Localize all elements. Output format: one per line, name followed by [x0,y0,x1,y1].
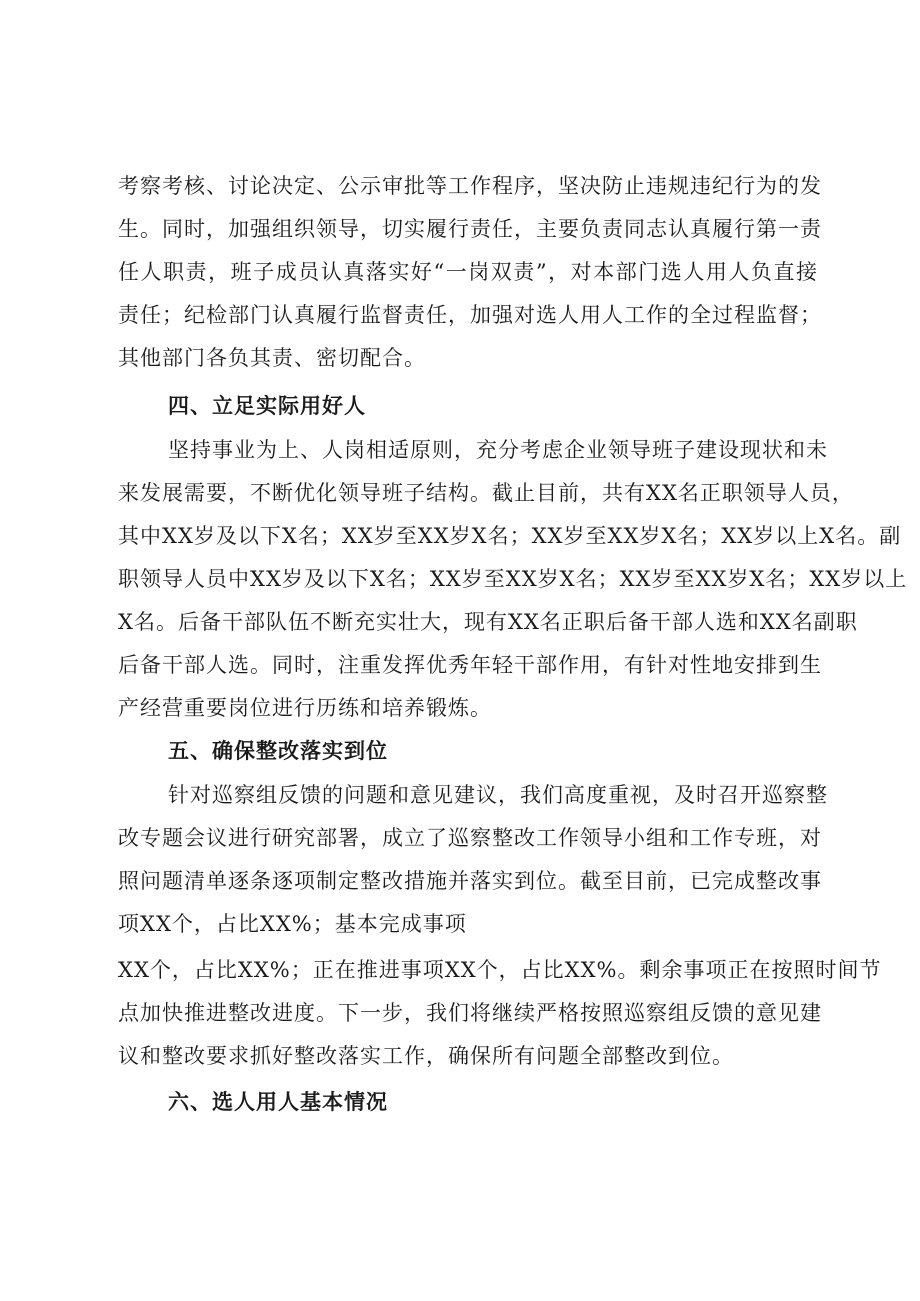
paragraph-line: 生。同时，加强组织领导，切实履行责任，主要负责同志认真履行第一责 [118,217,822,241]
section-heading: 五、确保整改落实到位 [168,739,388,763]
paragraph-line: 针对巡察组反馈的问题和意见建议，我们高度重视，及时召开巡察整 [168,783,828,807]
paragraph-line: 任人职责，班子成员认真落实好“一岗双责”，对本部门选人用人负直接 [118,260,818,284]
paragraph-line: XX个，占比XX%；正在推进事项XX个，占比XX%。剩余事项正在按照时间节 [118,958,882,982]
paragraph-line: 其他部门各负其责、密切配合。 [118,346,426,370]
paragraph-line: 项XX个，占比XX%；基本完成事项 [118,912,467,936]
paragraph-line: X名。后备干部队伍不断充实壮大，现有XX名正职后备干部人选和XX名副职 [118,610,858,634]
section-heading: 六、选人用人基本情况 [168,1090,388,1114]
paragraph-line: 点加快推进整改进度。下一步，我们将继续严格按照巡察组反馈的意见建 [118,1001,822,1025]
paragraph-line: 产经营重要岗位进行历练和培养锻炼。 [118,696,492,720]
paragraph-line: 议和整改要求抓好整改落实工作，确保所有问题全部整改到位。 [118,1044,734,1068]
paragraph-line: 责任；纪检部门认真履行监督责任，加强对选人用人工作的全过程监督； [118,303,822,327]
paragraph-line: 后备干部人选。同时，注重发挥优秀年轻干部作用，有针对性地安排到生 [118,653,822,677]
paragraph-line: 照问题清单逐条逐项制定整改措施并落实到位。截至目前，已完成整改事 [118,869,822,893]
section-heading: 四、立足实际用好人 [168,394,366,418]
paragraph-line: 考察考核、讨论决定、公示审批等工作程序，坚决防止违规违纪行为的发 [118,174,822,198]
paragraph-line: 坚持事业为上、人岗相适原则，充分考虑企业领导班子建设现状和未 [168,438,828,462]
paragraph-line: 改专题会议进行研究部署，成立了巡察整改工作领导小组和工作专班，对 [118,826,822,850]
paragraph-line: 其中XX岁及以下X名；XX岁至XX岁X名；XX岁至XX岁X名；XX岁以上X名。副 [118,524,902,548]
paragraph-line: 来发展需要，不断优化领导班子结构。截止目前，共有XX名正职领导人员， [118,481,854,505]
paragraph-line: 职领导人员中XX岁及以下X名；XX岁至XX岁X名；XX岁至XX岁X名；XX岁以上 [118,567,908,591]
